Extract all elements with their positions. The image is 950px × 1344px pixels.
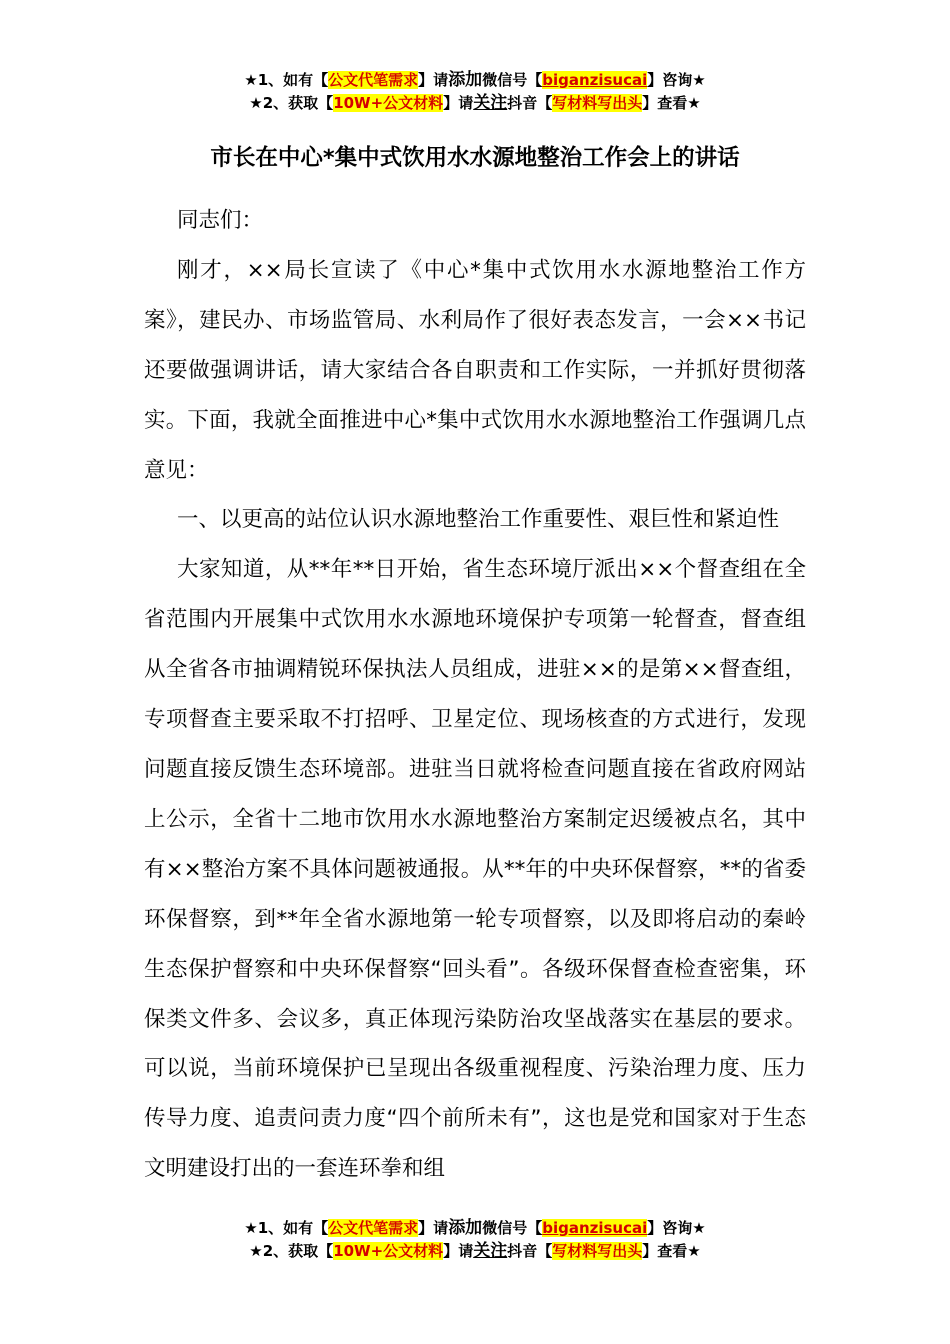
promo-line-1: ★1、如有【公文代笔需求】请添加微信号【biganzisucai】咨询★ [244,70,706,90]
promo-wechat-id: biganzisucai [542,1219,648,1237]
promo-wechat-id: biganzisucai [542,71,648,89]
bottom-promo-banner [0,1217,950,1263]
document-body [144,196,806,1194]
section-heading-1: 一、以更高的站位认识水源地整治工作重要性、艰巨性和紧迫性 [177,507,780,533]
top-promo-banner [0,69,950,115]
promo-line-2: ★2、获取【10W+公文材料】请关注抖音【写材料写出头】查看★ [249,1241,701,1261]
promo-line-2: ★2、获取【10W+公文材料】请关注抖音【写材料写出头】查看★ [249,93,701,113]
promo-highlight-service: 公文代笔需求 [328,1219,419,1237]
paragraph-supervision: 大家知道，从**年**日开始，省生态环境厅派出××个督查组在全省范围内开展集中式饮用水水源地环境保护专项第一轮督查，督查组从全省各市抽调精锐环保执法人员组成，进驻××的是第××督查组，专项督查主要采取不打招呼、卫星定位、现场核查的方式进行，发现问题直接反馈生态环境部。进驻当日就将检查问题直接在省政府网站上公示，全省十二地市饮用水水源地整治方案制定迟缓被点名，其中有××整治方案不具体问题被通报。从**年的中央环保督察，**的省委环保督察，到**年全省水源地第一轮专项督察，以及即将启动的秦岭生态保护督察和中央环保督察“回头看”。各级环保督查检查密集，环保类文件多、会议多，真正体现污染防治攻坚战落实在基层的要求。可以说，当前环境保护已呈现出各级重视程度、污染治理力度、压力传导力度、追责问责力度“四个前所未有”，这也是党和国家对于生态文明建设打出的一套连环拳和组 [144,557,806,1182]
promo-douyin-account: 写材料写出头 [552,1242,643,1260]
promo-highlight-materials: 10W+公文材料 [333,94,444,112]
paragraph-intro: 刚才，××局长宣读了《中心*集中式饮用水水源地整治工作方案》，建民办、市场监管局、水利局作了很好表态发言，一会××书记还要做强调讲话，请大家结合各自职责和工作实际，一并抓好贯彻落实。下面，我就全面推进中心*集中式饮用水水源地整治工作强调几点意见： [144,257,806,483]
promo-line-1: ★1、如有【公文代笔需求】请添加微信号【biganzisucai】咨询★ [244,1218,706,1238]
salutation: 同志们： [177,208,264,233]
promo-douyin-account: 写材料写出头 [552,94,643,112]
promo-highlight-service: 公文代笔需求 [328,71,419,89]
document-title: 市长在中心*集中式饮用水水源地整治工作会上的讲话 [210,145,740,171]
promo-highlight-materials: 10W+公文材料 [333,1242,444,1260]
